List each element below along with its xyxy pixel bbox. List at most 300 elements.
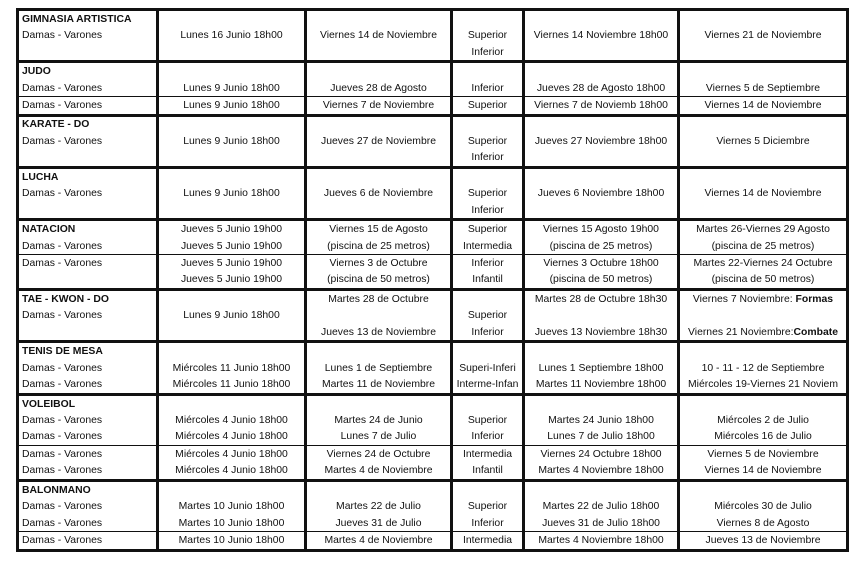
cell-meeting bbox=[524, 429, 679, 446]
table-row bbox=[18, 44, 848, 62]
cell-registration bbox=[158, 44, 306, 62]
cell-text: Jueves 31 de Julio 18h00 bbox=[542, 517, 660, 529]
table-row bbox=[18, 515, 848, 532]
table-row bbox=[18, 185, 848, 201]
cell-level bbox=[452, 185, 524, 201]
cell-event-date bbox=[306, 290, 452, 308]
cell-text: Jueves 31 de Julio bbox=[335, 517, 422, 529]
cell-registration bbox=[158, 115, 306, 133]
cell-event-date bbox=[306, 272, 452, 290]
cell-category bbox=[18, 27, 158, 43]
cell-text: Infantil bbox=[472, 274, 503, 286]
cell-meeting bbox=[524, 202, 679, 220]
cell-registration bbox=[158, 10, 306, 28]
cell-text: (piscina de 50 metros) bbox=[549, 274, 653, 286]
cell-level bbox=[452, 394, 524, 412]
cell-category bbox=[18, 342, 158, 360]
table-row bbox=[18, 480, 848, 498]
cell-registration bbox=[158, 463, 306, 481]
sport-name: LUCHA bbox=[22, 171, 59, 183]
cell-category bbox=[18, 394, 158, 412]
cell-text: Inferior bbox=[471, 431, 504, 443]
cell-category bbox=[18, 62, 158, 80]
table-row bbox=[18, 290, 848, 308]
cell-text: Miércoles 16 de Julio bbox=[714, 431, 812, 443]
cell-registration bbox=[158, 498, 306, 514]
cell-text: Lunes 9 Junio 18h00 bbox=[183, 188, 280, 200]
cell-final-date bbox=[679, 463, 848, 481]
cell-category bbox=[18, 150, 158, 168]
cell-event-date bbox=[306, 394, 452, 412]
cell-level bbox=[452, 463, 524, 481]
cell-text: Superior bbox=[467, 188, 508, 200]
cell-text: Lunes 9 Junio 18h00 bbox=[183, 310, 280, 322]
cell-final-date bbox=[679, 44, 848, 62]
cell-level bbox=[452, 255, 524, 272]
cell-final-date bbox=[679, 342, 848, 360]
cell-text: Miércoles 4 Junio 18h00 bbox=[175, 448, 288, 460]
table-row bbox=[18, 10, 848, 28]
cell-event-date bbox=[306, 360, 452, 376]
cell-level bbox=[452, 532, 524, 551]
cell-meeting bbox=[524, 412, 679, 428]
cell-text: Martes 4 de Noviembre bbox=[324, 465, 433, 477]
cell-text: Jueves 13 de Noviembre bbox=[321, 326, 436, 338]
cell-final-date bbox=[679, 272, 848, 290]
cell-event-date bbox=[306, 150, 452, 168]
cell-event-date bbox=[306, 342, 452, 360]
cell-text: Damas - Varones bbox=[22, 188, 103, 200]
cell-text: Viernes 14 de Noviembre bbox=[704, 188, 822, 200]
cell-registration bbox=[158, 342, 306, 360]
cell-meeting bbox=[524, 463, 679, 481]
cell-text: Superior bbox=[467, 414, 508, 426]
cell-text: Lunes 9 Junio 18h00 bbox=[183, 135, 280, 147]
table-row bbox=[18, 463, 848, 481]
cell-event-date bbox=[306, 185, 452, 201]
cell-text: Damas - Varones bbox=[22, 240, 103, 252]
cell-text: Jueves 28 de Agosto bbox=[330, 82, 427, 94]
cell-text: Viernes 14 Noviembre 18h00 bbox=[533, 30, 669, 42]
cell-text: Viernes 3 de Octubre bbox=[329, 257, 428, 269]
table-row bbox=[18, 412, 848, 428]
cell-text: Damas - Varones bbox=[22, 501, 103, 513]
cell-event-date bbox=[306, 80, 452, 97]
cell-meeting bbox=[524, 376, 679, 394]
cell-event-date bbox=[306, 202, 452, 220]
cell-text: Viernes 5 Diciembre bbox=[716, 135, 810, 147]
cell-meeting bbox=[524, 360, 679, 376]
cell-level bbox=[452, 44, 524, 62]
cell-text: Martes 22 de Julio 18h00 bbox=[542, 501, 660, 513]
cell-meeting bbox=[524, 115, 679, 133]
cell-text: Martes 10 Junio 18h00 bbox=[178, 517, 285, 529]
cell-event-date bbox=[306, 463, 452, 481]
cell-registration bbox=[158, 27, 306, 43]
cell-category bbox=[18, 290, 158, 308]
cell-level bbox=[452, 498, 524, 514]
cell-text: Lunes 9 Junio 18h00 bbox=[183, 99, 280, 111]
cell-level bbox=[452, 202, 524, 220]
table-row bbox=[18, 498, 848, 514]
cell-event-date bbox=[306, 10, 452, 28]
cell-level bbox=[452, 360, 524, 376]
cell-registration bbox=[158, 446, 306, 463]
sport-name: TENIS DE MESA bbox=[22, 346, 103, 358]
cell-final-date bbox=[679, 515, 848, 532]
cell-meeting bbox=[524, 394, 679, 412]
cell-text: Miércoles 4 Junio 18h00 bbox=[175, 431, 288, 443]
cell-event-date bbox=[306, 115, 452, 133]
cell-meeting bbox=[524, 255, 679, 272]
table-row bbox=[18, 532, 848, 551]
cell-registration bbox=[158, 480, 306, 498]
cell-text: (piscina de 25 metros) bbox=[549, 240, 653, 252]
cell-final-date bbox=[679, 10, 848, 28]
cell-category bbox=[18, 220, 158, 238]
cell-text: Superior bbox=[467, 30, 508, 42]
cell-category bbox=[18, 532, 158, 551]
cell-text: Inferior bbox=[471, 517, 504, 529]
cell-final-date bbox=[679, 97, 848, 115]
cell-text: Lunes 1 Septiembre 18h00 bbox=[538, 362, 664, 374]
cell-text: Superior bbox=[467, 135, 508, 147]
table-row bbox=[18, 220, 848, 238]
cell-text: Damas - Varones bbox=[22, 30, 103, 42]
cell-final-date bbox=[679, 498, 848, 514]
schedule-body bbox=[18, 10, 848, 551]
cell-text: Miércoles 2 de Julio bbox=[717, 414, 809, 426]
cell-text: Viernes 7 Noviembre: bbox=[692, 293, 793, 305]
table-row bbox=[18, 133, 848, 149]
cell-level bbox=[452, 412, 524, 428]
cell-final-date bbox=[679, 429, 848, 446]
cell-text: Damas - Varones bbox=[22, 99, 103, 111]
cell-event-date bbox=[306, 62, 452, 80]
cell-event-date bbox=[306, 412, 452, 428]
cell-category bbox=[18, 480, 158, 498]
cell-event-date bbox=[306, 220, 452, 238]
cell-text: Viernes 21 Noviembre: bbox=[688, 326, 794, 338]
cell-text: Intermedia bbox=[462, 535, 513, 547]
table-row bbox=[18, 324, 848, 342]
cell-event-date bbox=[306, 324, 452, 342]
table-row bbox=[18, 446, 848, 463]
cell-text: Miércoles 30 de Julio bbox=[714, 501, 812, 513]
cell-event-date bbox=[306, 255, 452, 272]
cell-text: (piscina de 50 metros) bbox=[711, 274, 815, 286]
cell-text: Martes 22 de Julio bbox=[336, 501, 421, 513]
cell-meeting bbox=[524, 133, 679, 149]
cell-text: Martes 24 Junio 18h00 bbox=[548, 414, 654, 426]
cell-category bbox=[18, 44, 158, 62]
cell-text: Miércoles 11 Junio 18h00 bbox=[172, 362, 291, 374]
cell-category bbox=[18, 498, 158, 514]
cell-text: Lunes 1 de Septiembre bbox=[324, 362, 433, 374]
cell-text: Inferior bbox=[471, 152, 504, 164]
cell-text: Intermedia bbox=[462, 448, 513, 460]
cell-text: Damas - Varones bbox=[22, 431, 103, 443]
cell-registration bbox=[158, 62, 306, 80]
cell-text: Viernes 15 de Agosto bbox=[329, 224, 428, 236]
cell-registration bbox=[158, 168, 306, 186]
cell-meeting bbox=[524, 446, 679, 463]
cell-text: Martes 10 Junio 18h00 bbox=[178, 501, 285, 513]
cell-meeting bbox=[524, 515, 679, 532]
cell-text: Viernes 5 de Septiembre bbox=[705, 82, 821, 94]
cell-level bbox=[452, 290, 524, 308]
cell-text: (piscina de 50 metros) bbox=[327, 274, 430, 286]
cell-text: Martes 11 Noviembre 18h00 bbox=[535, 379, 667, 391]
cell-text: Damas - Varones bbox=[22, 310, 103, 322]
cell-meeting bbox=[524, 290, 679, 308]
cell-category bbox=[18, 324, 158, 342]
cell-category bbox=[18, 446, 158, 463]
cell-text: Jueves 5 Junio 19h00 bbox=[180, 224, 283, 236]
table-row bbox=[18, 202, 848, 220]
cell-meeting bbox=[524, 272, 679, 290]
cell-category bbox=[18, 10, 158, 28]
cell-meeting bbox=[524, 27, 679, 43]
cell-text: (piscina de 25 metros) bbox=[327, 240, 430, 252]
table-row bbox=[18, 272, 848, 290]
cell-text: Intermedia bbox=[462, 240, 513, 252]
table-row bbox=[18, 97, 848, 115]
cell-event-date bbox=[306, 429, 452, 446]
cell-category bbox=[18, 115, 158, 133]
cell-level bbox=[452, 168, 524, 186]
cell-text: Damas - Varones bbox=[22, 517, 103, 529]
cell-text: Miércoles 4 Junio 18h00 bbox=[175, 465, 288, 477]
table-row bbox=[18, 80, 848, 97]
cell-text: Viernes 21 de Noviembre bbox=[704, 30, 822, 42]
cell-event-date bbox=[306, 376, 452, 394]
cell-level bbox=[452, 308, 524, 324]
cell-level bbox=[452, 115, 524, 133]
table-row bbox=[18, 27, 848, 43]
cell-meeting bbox=[524, 150, 679, 168]
cell-text: (piscina de 25 metros) bbox=[711, 240, 815, 252]
cell-category bbox=[18, 463, 158, 481]
table-row bbox=[18, 62, 848, 80]
cell-final-date bbox=[679, 308, 848, 324]
cell-registration bbox=[158, 238, 306, 255]
table-row bbox=[18, 342, 848, 360]
cell-registration bbox=[158, 255, 306, 272]
cell-registration bbox=[158, 290, 306, 308]
sport-name: JUDO bbox=[22, 66, 51, 78]
cell-text: Lunes 7 de Julio bbox=[340, 431, 417, 443]
cell-registration bbox=[158, 376, 306, 394]
table-row bbox=[18, 150, 848, 168]
cell-text: Jueves 5 Junio 19h00 bbox=[180, 240, 283, 252]
cell-text: Damas - Varones bbox=[22, 448, 103, 460]
cell-category bbox=[18, 429, 158, 446]
cell-text: Viernes 3 Octubre 18h00 bbox=[543, 257, 659, 269]
table-row bbox=[18, 238, 848, 255]
cell-meeting bbox=[524, 480, 679, 498]
cell-level bbox=[452, 446, 524, 463]
cell-meeting bbox=[524, 324, 679, 342]
cell-text: Jueves 13 Noviembre 18h30 bbox=[534, 326, 668, 338]
table-row bbox=[18, 308, 848, 324]
cell-meeting bbox=[524, 44, 679, 62]
cell-event-date bbox=[306, 480, 452, 498]
table-row bbox=[18, 394, 848, 412]
cell-meeting bbox=[524, 10, 679, 28]
cell-event-date bbox=[306, 97, 452, 115]
cell-final-date bbox=[679, 202, 848, 220]
cell-text: Lunes 16 Junio 18h00 bbox=[180, 30, 283, 42]
sport-name: TAE - KWON - DO bbox=[22, 293, 109, 305]
cell-level bbox=[452, 150, 524, 168]
cell-text: Damas - Varones bbox=[22, 257, 103, 269]
cell-event-date bbox=[306, 532, 452, 551]
cell-registration bbox=[158, 308, 306, 324]
cell-text: Martes 4 Noviembre 18h00 bbox=[538, 535, 664, 547]
cell-level bbox=[452, 515, 524, 532]
cell-text: Damas - Varones bbox=[22, 414, 103, 426]
cell-text: Jueves 13 de Noviembre bbox=[705, 535, 821, 547]
cell-text: Inferior bbox=[471, 257, 504, 269]
cell-category bbox=[18, 133, 158, 149]
cell-text: Infantil bbox=[472, 465, 503, 477]
cell-meeting bbox=[524, 168, 679, 186]
cell-registration bbox=[158, 324, 306, 342]
cell-final-date bbox=[679, 133, 848, 149]
cell-registration bbox=[158, 272, 306, 290]
cell-text: Damas - Varones bbox=[22, 379, 103, 391]
cell-registration bbox=[158, 133, 306, 149]
sport-name: GIMNASIA ARTISTICA bbox=[22, 13, 132, 25]
cell-text: Viernes 14 de Noviembre bbox=[319, 30, 438, 42]
cell-level bbox=[452, 97, 524, 115]
cell-final-date bbox=[679, 150, 848, 168]
cell-text: Jueves 5 Junio 19h00 bbox=[180, 274, 283, 286]
cell-final-date bbox=[679, 168, 848, 186]
cell-final-date bbox=[679, 290, 848, 308]
cell-meeting bbox=[524, 238, 679, 255]
cell-category bbox=[18, 97, 158, 115]
sport-name: VOLEIBOL bbox=[22, 398, 76, 410]
cell-final-date bbox=[679, 394, 848, 412]
cell-text: Miércoles 4 Junio 18h00 bbox=[175, 414, 288, 426]
cell-text: Martes 22-Viernes 24 Octubre bbox=[693, 257, 833, 269]
cell-level bbox=[452, 272, 524, 290]
cell-meeting bbox=[524, 185, 679, 201]
cell-registration bbox=[158, 532, 306, 551]
cell-text: Superi-Inferi bbox=[459, 362, 516, 374]
cell-text: Inferior bbox=[471, 82, 504, 94]
cell-meeting bbox=[524, 62, 679, 80]
cell-level bbox=[452, 429, 524, 446]
cell-category bbox=[18, 515, 158, 532]
cell-registration bbox=[158, 412, 306, 428]
cell-category bbox=[18, 168, 158, 186]
cell-meeting bbox=[524, 97, 679, 115]
table-row bbox=[18, 115, 848, 133]
cell-text: Jueves 28 de Agosto 18h00 bbox=[536, 82, 666, 94]
cell-text: Jueves 5 Junio 19h00 bbox=[180, 257, 283, 269]
cell-final-date bbox=[679, 238, 848, 255]
table-row bbox=[18, 168, 848, 186]
table-row bbox=[18, 429, 848, 446]
cell-category bbox=[18, 238, 158, 255]
cell-level bbox=[452, 27, 524, 43]
cell-text: Viernes 24 de Octubre bbox=[326, 448, 431, 460]
cell-final-date bbox=[679, 115, 848, 133]
cell-category bbox=[18, 255, 158, 272]
cell-category bbox=[18, 308, 158, 324]
cell-event-date bbox=[306, 446, 452, 463]
cell-event-date bbox=[306, 27, 452, 43]
cell-level bbox=[452, 133, 524, 149]
cell-event-date bbox=[306, 238, 452, 255]
cell-final-date bbox=[679, 480, 848, 498]
cell-registration bbox=[158, 97, 306, 115]
cell-level bbox=[452, 10, 524, 28]
cell-text: Superior bbox=[467, 501, 508, 513]
cell-text: Viernes 14 de Noviembre bbox=[704, 465, 822, 477]
cell-category bbox=[18, 412, 158, 428]
cell-text: Damas - Varones bbox=[22, 465, 103, 477]
cell-text: Damas - Varones bbox=[22, 82, 103, 94]
formas-label: Formas bbox=[795, 293, 834, 305]
cell-meeting bbox=[524, 532, 679, 551]
cell-registration bbox=[158, 220, 306, 238]
cell-text: Jueves 6 Noviembre 18h00 bbox=[537, 188, 665, 200]
cell-text: Lunes 9 Junio 18h00 bbox=[183, 82, 280, 94]
cell-text: Viernes 14 de Noviembre bbox=[704, 99, 822, 111]
cell-category bbox=[18, 272, 158, 290]
cell-text: 10 - 11 - 12 de Septiembre bbox=[701, 362, 825, 374]
cell-level bbox=[452, 62, 524, 80]
cell-level bbox=[452, 324, 524, 342]
cell-final-date bbox=[679, 255, 848, 272]
cell-meeting bbox=[524, 498, 679, 514]
table-row bbox=[18, 255, 848, 272]
cell-category bbox=[18, 202, 158, 220]
cell-text: Martes 10 Junio 18h00 bbox=[178, 535, 285, 547]
cell-final-date bbox=[679, 376, 848, 394]
cell-registration bbox=[158, 202, 306, 220]
cell-text: Martes 11 de Noviembre bbox=[322, 379, 435, 391]
cell-event-date bbox=[306, 133, 452, 149]
competition-schedule-table bbox=[16, 8, 849, 552]
cell-level bbox=[452, 480, 524, 498]
cell-level bbox=[452, 80, 524, 97]
cell-text: Inferior bbox=[471, 46, 504, 58]
cell-category bbox=[18, 376, 158, 394]
cell-level bbox=[452, 376, 524, 394]
cell-event-date bbox=[306, 44, 452, 62]
cell-final-date bbox=[679, 532, 848, 551]
cell-final-date bbox=[679, 360, 848, 376]
cell-registration bbox=[158, 185, 306, 201]
cell-registration bbox=[158, 80, 306, 97]
cell-level bbox=[452, 238, 524, 255]
cell-text: Jueves 27 de Noviembre bbox=[321, 135, 436, 147]
cell-meeting bbox=[524, 220, 679, 238]
cell-text: Martes 4 de Noviembre bbox=[324, 535, 433, 547]
cell-text: Martes 24 de Junio bbox=[334, 414, 423, 426]
sport-name: KARATE - DO bbox=[22, 119, 90, 131]
cell-final-date bbox=[679, 412, 848, 428]
cell-category bbox=[18, 360, 158, 376]
cell-level bbox=[452, 342, 524, 360]
cell-registration bbox=[158, 150, 306, 168]
cell-final-date bbox=[679, 324, 848, 342]
